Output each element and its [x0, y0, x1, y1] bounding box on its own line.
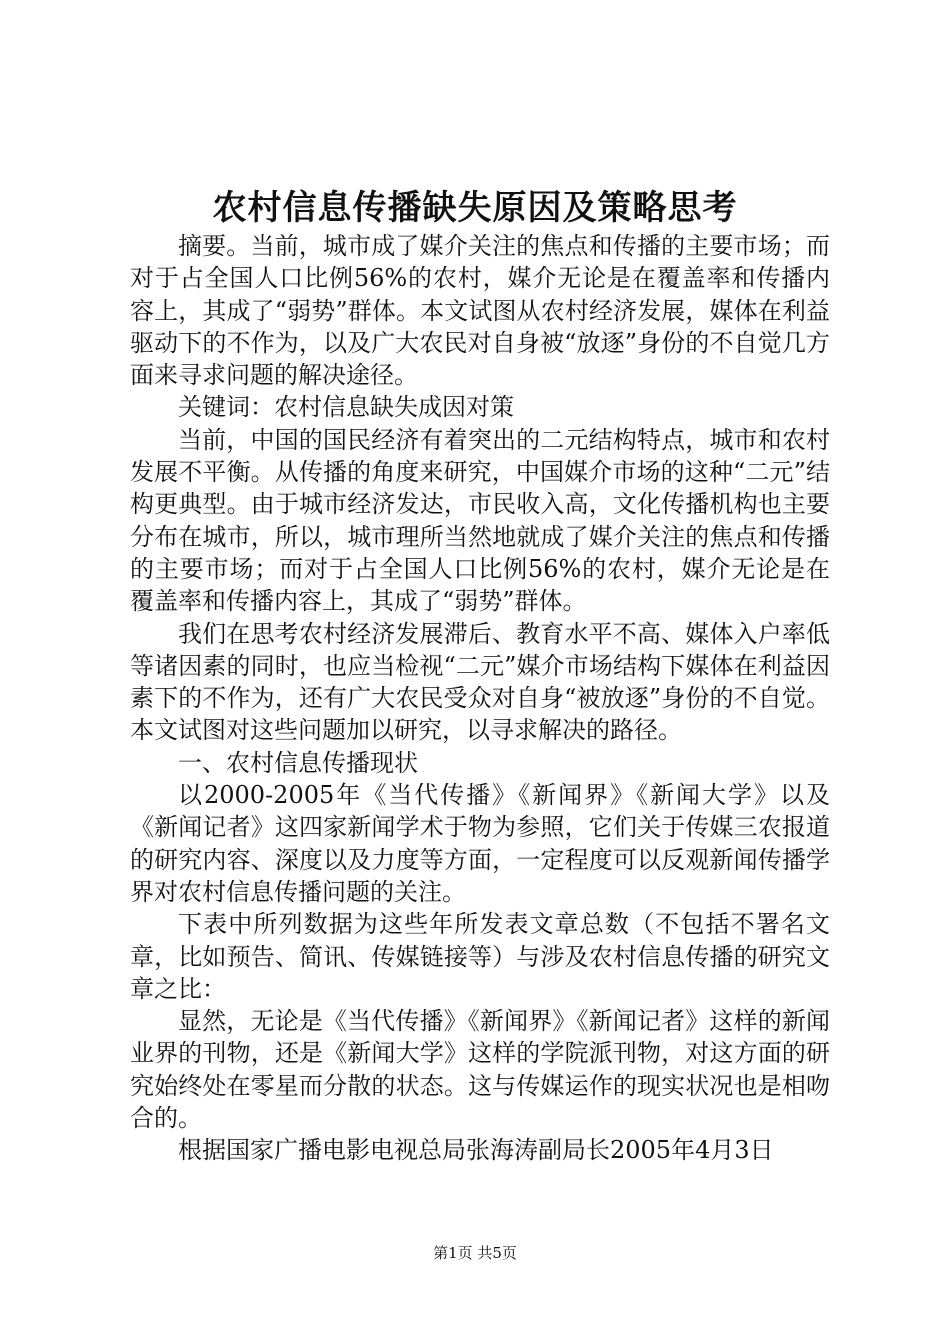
body-paragraph: 显然，无论是《当代传播》《新闻界》《新闻记者》这样的新闻业界的刊物，还是《新闻大学》这样的学院派刊物，对这方面的研究始终处在零星而分散的状态。这与传媒运作的现实状况也是相吻合的。 [130, 1007, 830, 1133]
section-heading: 一、农村信息传播现状 [178, 748, 418, 777]
body-paragraph: 以2000-2005年《当代传播》《新闻界》《新闻大学》以及《新闻记者》这四家新闻学术于物为参照，它们关于传媒三农报道的研究内容、深度以及力度等方面，一定程度可以反观新闻传播学界对农村信息传播问题的关注。 [130, 781, 830, 906]
body-paragraph: 下表中所列数据为这些年所发表文章总数（不包括不署名文章，比如预告、简讯、传媒链接等）与涉及农村信息传播的研究文章之比： [130, 910, 830, 1003]
abstract-paragraph: 摘要。当前，城市成了媒介关注的焦点和传播的主要市场；而对于占全国人口比例56%的农村，媒介无论是在覆盖率和传播内容上，其成了“弱势”群体。本文试图从农村经济发展，媒体在利益驱动下的不作为，以及广大农民对自身被“放逐”身份的不自觉几方面来寻求问题的解决途径。 [130, 232, 830, 390]
body-paragraph: 当前，中国的国民经济有着突出的二元结构特点，城市和农村发展不平衡。从传播的角度来研究，中国媒介市场的这种“二元”结构更典型。由于城市经济发达，市民收入高，文化传播机构也主要分布在城市，所以，城市理所当然地就成了媒介关注的焦点和传播的主要市场；而对于占全国人口比例56%的农村，媒介无论是在覆盖率和传播内容上，其成了“弱势”群体。 [130, 425, 830, 616]
document-title: 农村信息传播缺失原因及策略思考 [212, 188, 738, 228]
document-body [130, 230, 830, 1167]
page-number-footer: 第1页 共5页 [433, 1244, 517, 1262]
body-paragraph: 我们在思考农村经济发展滞后、教育水平不高、媒体入户率低等诸因素的同时，也应当检视“二元”媒介市场结构下媒体在利益因素下的不作为，还有广大农民受众对自身“被放逐”身份的不自觉。本文试图对这些问题加以研究，以寻求解决的路径。 [130, 619, 830, 745]
keywords-paragraph: 关键词：农村信息缺失成因对策 [178, 393, 514, 422]
body-paragraph: 根据国家广播电影电视总局张海涛副局长2005年4月3日 [178, 1136, 774, 1165]
